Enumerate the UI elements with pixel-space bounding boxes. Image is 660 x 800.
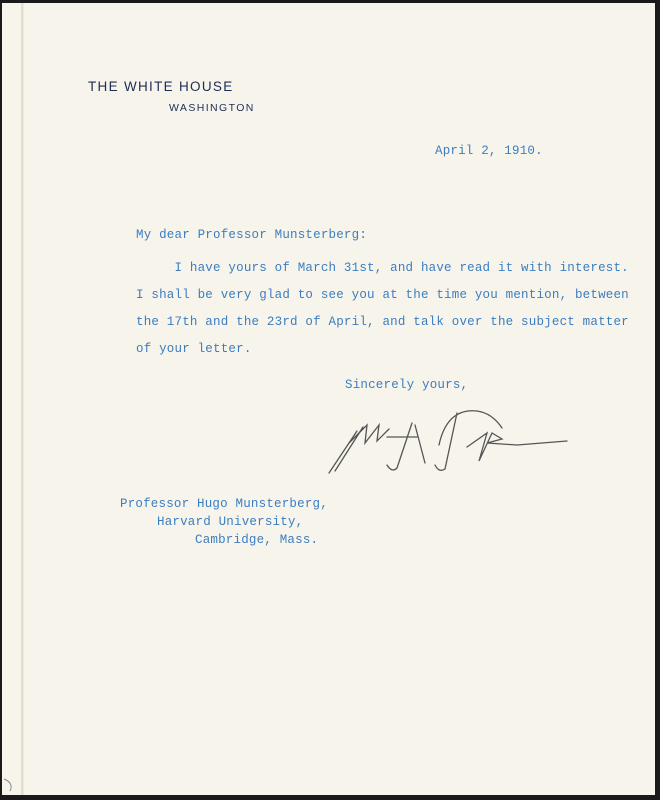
page-fold-line: [21, 3, 24, 795]
letterhead-title: THE WHITE HOUSE: [88, 79, 234, 94]
salutation: My dear Professor Munsterberg:: [136, 228, 368, 242]
page-number-mark: [2, 775, 16, 795]
recipient-city: Cambridge, Mass.: [195, 533, 319, 547]
body-line: the 17th and the 23rd of April, and talk over the subject matter: [136, 315, 629, 329]
body-line: I have yours of March 31st, and have read it with interest.: [136, 261, 629, 275]
body-line: I shall be very glad to see you at the time you mention, between: [136, 288, 629, 302]
closing: Sincerely yours,: [345, 378, 469, 392]
recipient-institution: Harvard University,: [157, 515, 304, 529]
recipient-name: Professor Hugo Munsterberg,: [120, 497, 328, 511]
letterhead-location: WASHINGTON: [169, 102, 255, 114]
body-line: of your letter.: [136, 342, 252, 356]
letter-date: April 2, 1910.: [435, 144, 543, 158]
signature: [327, 403, 597, 483]
letter-page: [2, 3, 655, 795]
